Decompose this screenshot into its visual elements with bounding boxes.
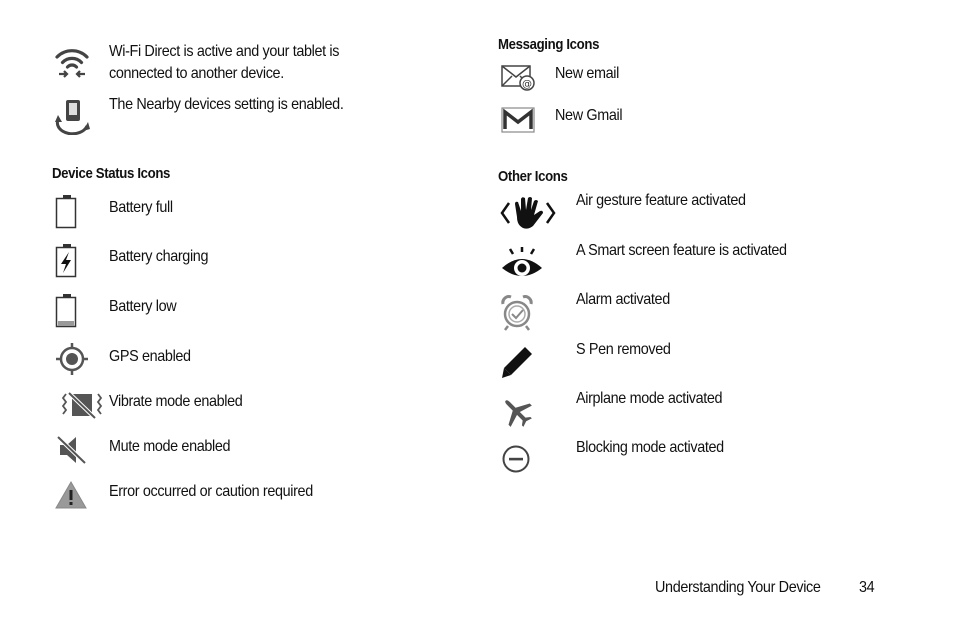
air-gesture-label: Air gesture feature activated <box>576 192 746 209</box>
battery-low-icon <box>55 293 79 329</box>
page-number: 34 <box>859 579 875 596</box>
device-status-heading: Device Status Icons <box>52 165 171 182</box>
battery-charging-label: Battery charging <box>109 248 209 265</box>
mute-label: Mute mode enabled <box>109 438 231 455</box>
pen-label: S Pen removed <box>576 341 671 358</box>
footer-section-title: Understanding Your Device <box>655 579 821 596</box>
nearby-text: The Nearby devices setting is enabled. <box>109 96 344 113</box>
nearby-devices-icon <box>54 99 92 135</box>
airplane-icon <box>500 395 534 429</box>
other-heading: Other Icons <box>498 168 568 185</box>
smart-screen-label: A Smart screen feature is activated <box>576 242 787 259</box>
battery-full-icon <box>55 194 79 230</box>
vibrate-icon <box>60 390 104 420</box>
new-email-label: New email <box>555 65 619 82</box>
messaging-heading: Messaging Icons <box>498 36 600 53</box>
wifi-direct-icon <box>54 46 90 80</box>
wifi-direct-text: Wi-Fi Direct is active and your tablet is <box>109 43 340 60</box>
new-email-icon <box>501 64 535 92</box>
new-gmail-label: New Gmail <box>555 107 623 124</box>
mute-icon <box>56 435 88 465</box>
wifi-direct-text-2: connected to another device. <box>109 65 284 82</box>
battery-full-label: Battery full <box>109 199 173 216</box>
warning-icon <box>54 480 88 510</box>
battery-charging-icon <box>55 243 79 279</box>
blocking-icon <box>501 444 531 474</box>
pen-icon <box>500 345 534 381</box>
vibrate-label: Vibrate mode enabled <box>109 393 243 410</box>
warning-label: Error occurred or caution required <box>109 483 313 500</box>
airplane-label: Airplane mode activated <box>576 390 723 407</box>
svg-text:@: @ <box>522 79 532 90</box>
gps-label: GPS enabled <box>109 348 191 365</box>
gps-icon <box>55 342 89 376</box>
gmail-icon <box>501 107 535 133</box>
smart-screen-eye-icon <box>500 246 544 282</box>
battery-low-label: Battery low <box>109 298 177 315</box>
air-gesture-icon <box>500 195 556 231</box>
blocking-label: Blocking mode activated <box>576 439 724 456</box>
alarm-label: Alarm activated <box>576 291 670 308</box>
alarm-icon <box>500 295 534 331</box>
